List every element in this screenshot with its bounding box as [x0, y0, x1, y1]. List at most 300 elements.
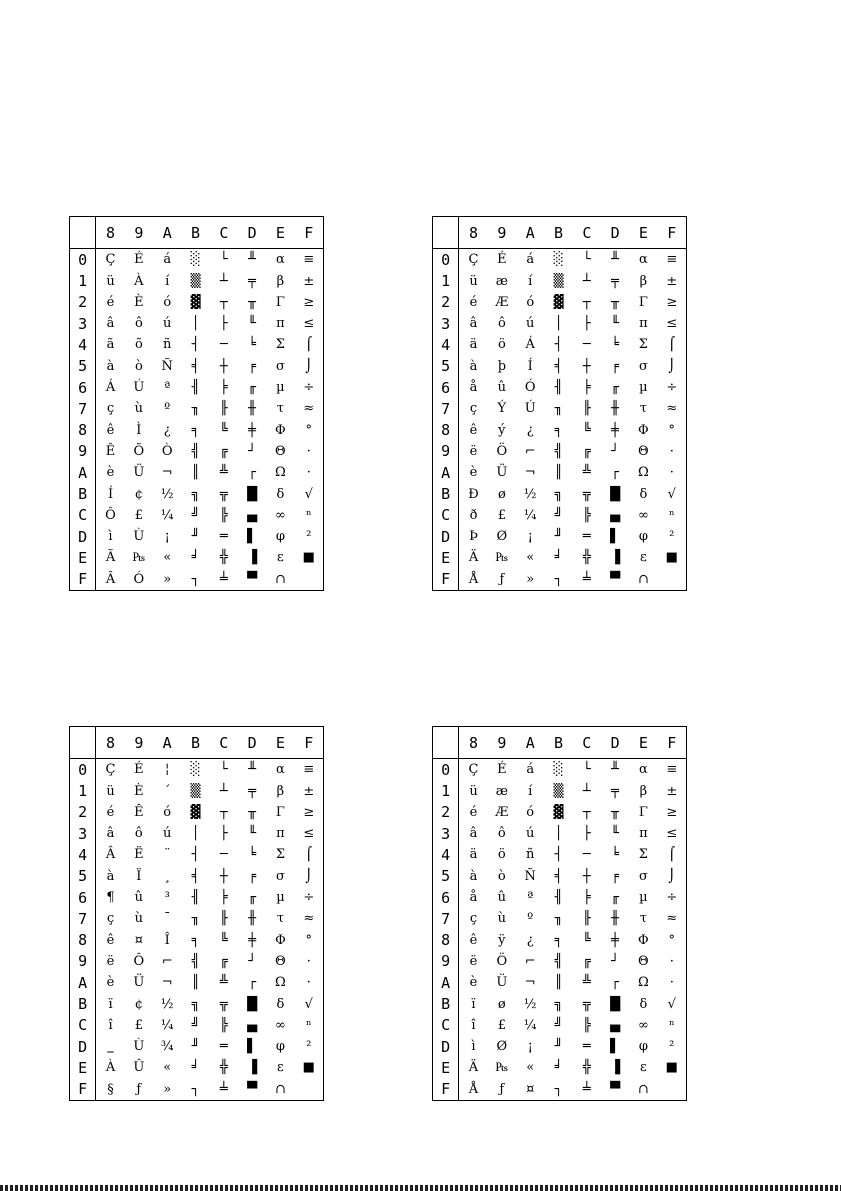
character-cell: ╒ [248, 868, 257, 884]
character-cell: β [639, 273, 648, 289]
row-header: 2 [433, 292, 459, 313]
table-row [70, 1015, 324, 1036]
character-cell: Ç [468, 762, 479, 778]
character-cell: ± [666, 273, 678, 289]
character-cell: ═ [219, 1039, 228, 1055]
character-cell: · [306, 953, 311, 969]
character-cell [295, 569, 324, 591]
character-cell: Ä [468, 1060, 479, 1076]
character-cell: ╜ [554, 529, 563, 545]
character-cell: Ä [468, 550, 479, 566]
character-cell: ╥ [248, 294, 256, 310]
table-row [433, 972, 687, 993]
character-cell: ┤ [554, 847, 563, 863]
character-cell: Γ [275, 294, 285, 310]
character-cell: ⌡ [305, 358, 313, 374]
character-cell: ┬ [582, 294, 591, 310]
character-cell: ─ [219, 847, 228, 863]
column-header: D [601, 727, 629, 759]
row-header: D [433, 526, 459, 547]
character-cell: « [526, 1060, 535, 1076]
character-cell: Ñ [161, 358, 173, 374]
row-header: E [70, 547, 96, 568]
character-cell: ┴ [582, 273, 591, 289]
character-cell: ─ [582, 847, 591, 863]
character-cell: ë [106, 953, 115, 969]
row-header: A [433, 462, 459, 483]
character-cell: ¿ [526, 422, 534, 438]
column-header: 9 [125, 217, 153, 249]
character-cell: ▄ [610, 1017, 621, 1033]
character-cell: ≡ [666, 252, 678, 268]
row-header: 1 [433, 780, 459, 801]
character-cell: ╜ [191, 1039, 200, 1055]
character-cell: ± [666, 783, 678, 799]
character-cell: ¤ [526, 1081, 535, 1097]
table-row [433, 547, 687, 568]
row-header: 6 [70, 377, 96, 398]
character-cell: ¬ [161, 975, 173, 991]
character-cell: ⌠ [305, 847, 313, 863]
character-cell: ≥ [303, 804, 315, 820]
character-cell: √ [304, 486, 313, 502]
character-cell: δ [276, 996, 285, 1012]
character-cell: µ [639, 380, 648, 396]
column-header: C [573, 727, 601, 759]
row-header: B [433, 993, 459, 1014]
character-cell: ╕ [191, 422, 200, 438]
column-header: E [266, 727, 294, 759]
table-row [433, 1036, 687, 1057]
character-cell: ¬ [524, 465, 536, 481]
character-cell: ÷ [303, 380, 315, 396]
table-row [433, 419, 687, 440]
character-cell: ╪ [611, 422, 619, 438]
table-row [70, 398, 324, 419]
character-cell: · [669, 465, 674, 481]
character-cell: √ [304, 996, 313, 1012]
row-header: 7 [70, 908, 96, 929]
row-header: 4 [70, 844, 96, 865]
character-cell: ═ [582, 1039, 591, 1055]
character-cell: ▌ [610, 1039, 621, 1055]
character-cell: ≡ [303, 252, 315, 268]
character-cell [658, 569, 687, 591]
character-cell: ┘ [611, 443, 619, 459]
row-header: 2 [70, 802, 96, 823]
row-header: 7 [433, 398, 459, 419]
character-cell: ç [106, 911, 115, 927]
character-cell: ╨ [611, 762, 619, 778]
row-header: F [433, 1079, 459, 1101]
code-page-table-top-left [69, 216, 324, 591]
character-cell: ¨ [163, 847, 171, 863]
character-cell: Φ [638, 932, 649, 948]
character-cell: ╢ [554, 380, 563, 396]
character-cell: ° [668, 932, 676, 948]
character-cell: τ [639, 911, 647, 927]
table-row [433, 505, 687, 526]
character-cell: ï [471, 996, 476, 1012]
column-header: F [658, 217, 687, 249]
character-cell: ≈ [666, 911, 678, 927]
character-cell: ø [497, 486, 506, 502]
character-cell: ┴ [219, 783, 228, 799]
character-cell: ╓ [611, 890, 619, 906]
character-cell: Ê [134, 804, 144, 820]
character-cell: Ë [134, 847, 144, 863]
character-cell: È [134, 783, 144, 799]
character-cell: ´ [163, 783, 171, 799]
character-cell: ¸ [163, 868, 171, 884]
table-corner [70, 727, 96, 759]
character-cell: ò [497, 868, 506, 884]
table-row [70, 1036, 324, 1057]
character-cell: ð [469, 507, 478, 523]
table-row [70, 292, 324, 313]
character-cell: ∞ [274, 507, 286, 523]
table-row [433, 866, 687, 887]
row-header: 0 [433, 759, 459, 781]
character-cell: ╔ [219, 953, 228, 969]
character-cell: Θ [638, 953, 649, 969]
table-row [433, 887, 687, 908]
character-cell: ▒ [190, 783, 201, 799]
character-cell: ≥ [666, 804, 678, 820]
row-header: E [433, 547, 459, 568]
character-cell: ≤ [666, 826, 678, 842]
character-cell: º [527, 911, 534, 927]
table-row [70, 462, 324, 483]
character-cell: £ [134, 1017, 143, 1033]
character-cell: ╧ [219, 571, 228, 587]
character-cell: ▐ [610, 550, 621, 566]
character-cell: σ [275, 358, 285, 374]
character-cell: │ [554, 826, 563, 842]
character-cell: ╓ [248, 890, 257, 906]
column-header: E [629, 217, 657, 249]
character-cell: è [469, 465, 478, 481]
character-cell: Ù [133, 1039, 145, 1055]
character-cell: ⌐ [161, 953, 173, 969]
character-cell: ¼ [160, 507, 174, 523]
character-cell: ═ [219, 529, 228, 545]
character-cell: ╝ [191, 1017, 200, 1033]
character-cell: ³ [164, 890, 170, 906]
character-cell: ░ [190, 762, 201, 778]
character-cell: ╠ [219, 1017, 228, 1033]
character-cell: ╙ [248, 316, 256, 332]
row-header: 9 [433, 441, 459, 462]
character-cell: ò [134, 358, 143, 374]
row-header: D [70, 526, 96, 547]
character-cell: █ [247, 486, 258, 502]
character-cell: δ [276, 486, 285, 502]
table-row [70, 270, 324, 291]
character-cell: Ö [496, 443, 508, 459]
character-cell: è [106, 975, 115, 991]
table-row [70, 505, 324, 526]
character-cell: √ [667, 486, 676, 502]
column-header: 8 [459, 727, 488, 759]
character-cell: ▀ [247, 571, 258, 587]
table-row [433, 441, 687, 462]
character-cell: ≡ [666, 762, 678, 778]
character-cell: É [134, 252, 144, 268]
character-cell: ╣ [191, 443, 200, 459]
character-cell: ▄ [247, 1017, 258, 1033]
character-cell: Γ [638, 294, 648, 310]
character-cell: σ [275, 868, 285, 884]
row-header: 6 [70, 887, 96, 908]
character-cell: ç [106, 401, 115, 417]
character-cell: ¿ [163, 422, 171, 438]
row-header: A [70, 462, 96, 483]
character-cell: ╤ [248, 273, 256, 289]
character-cell: û [497, 890, 507, 906]
character-cell: π [639, 316, 648, 332]
character-cell: └ [219, 762, 228, 778]
character-cell: π [276, 316, 285, 332]
character-cell: █ [610, 486, 621, 502]
character-cell: À [105, 1060, 116, 1076]
table-row [70, 356, 324, 377]
character-cell: ú [526, 316, 535, 332]
character-cell: ü [469, 273, 478, 289]
character-cell: ┌ [248, 465, 256, 481]
character-cell: ┼ [219, 358, 228, 374]
character-cell: ▄ [610, 507, 621, 523]
character-cell: ù [497, 911, 507, 927]
character-cell: À [134, 273, 144, 289]
character-cell: æ [495, 783, 508, 799]
character-cell: Á [105, 380, 116, 396]
character-cell: ä [469, 847, 478, 863]
character-cell: ε [277, 1060, 284, 1076]
character-cell: µ [276, 380, 285, 396]
character-cell: ╕ [554, 422, 563, 438]
character-cell: ╧ [582, 571, 591, 587]
character-cell: ■ [665, 1060, 678, 1076]
character-cell: ╚ [582, 932, 591, 948]
character-cell: ╘ [611, 847, 619, 863]
code-page-table-top-right [432, 216, 687, 591]
character-cell: ⁿ [668, 507, 675, 523]
character-cell: ⁿ [305, 507, 312, 523]
table-row [70, 441, 324, 462]
character-cell: ² [306, 529, 312, 545]
character-cell: · [669, 443, 674, 459]
character-cell: ¡ [164, 529, 170, 545]
row-header: 2 [433, 802, 459, 823]
character-cell: ╥ [248, 804, 257, 820]
column-header: E [266, 217, 294, 249]
character-cell: Ç [105, 762, 116, 778]
character-cell: ì [471, 1039, 476, 1055]
character-cell: £ [134, 507, 143, 523]
character-cell: ╡ [554, 868, 563, 884]
table-row [433, 1015, 687, 1036]
character-cell: ┌ [248, 975, 257, 991]
table-row [433, 483, 687, 504]
character-cell: σ [638, 868, 648, 884]
table-row [433, 844, 687, 865]
character-cell: ┴ [582, 783, 591, 799]
column-header: D [238, 727, 266, 759]
character-cell: ╩ [219, 975, 228, 991]
character-cell: ú [526, 826, 535, 842]
character-cell: Ï [136, 868, 142, 884]
character-cell: Ñ [524, 868, 536, 884]
character-cell: Σ [275, 337, 285, 353]
character-cell: ║ [554, 465, 563, 481]
row-header: B [70, 993, 96, 1014]
character-cell: ê [469, 422, 478, 438]
character-cell: Ø [496, 1039, 508, 1055]
character-cell: ╫ [248, 911, 257, 927]
character-cell: ⁿ [668, 1017, 675, 1033]
character-cell: φ [275, 1039, 285, 1055]
table-row [70, 780, 324, 801]
character-cell: î [108, 1017, 113, 1033]
character-cell: ╙ [248, 826, 257, 842]
character-cell: φ [275, 529, 285, 545]
character-cell: à [469, 868, 478, 884]
table-row [433, 462, 687, 483]
character-cell: ▌ [247, 529, 258, 545]
character-cell: Φ [275, 422, 286, 438]
character-cell [658, 1079, 687, 1101]
character-cell: ┬ [219, 804, 228, 820]
character-cell: ² [306, 1039, 312, 1055]
character-cell: ë [469, 443, 478, 459]
table-row [70, 972, 324, 993]
character-cell: ╧ [582, 1081, 591, 1097]
character-cell: ü [106, 273, 115, 289]
character-cell: ² [669, 1039, 675, 1055]
column-header: F [658, 727, 687, 759]
table-row [70, 866, 324, 887]
character-cell: ╕ [191, 932, 200, 948]
table-row [70, 313, 324, 334]
character-cell: ö [497, 847, 506, 863]
table-row [70, 823, 324, 844]
character-cell: ⌡ [305, 868, 313, 884]
character-cell: ╞ [219, 890, 228, 906]
character-cell: ₧ [132, 550, 146, 566]
character-cell: ╙ [611, 316, 619, 332]
character-cell: þ [497, 358, 507, 374]
character-cell: ╔ [582, 443, 591, 459]
character-cell: ╨ [248, 252, 256, 268]
character-cell: Σ [638, 337, 648, 353]
character-cell: ▌ [610, 529, 621, 545]
character-cell: ╧ [219, 1081, 228, 1097]
character-cell: ╟ [219, 401, 228, 417]
character-cell: ε [640, 550, 647, 566]
character-cell: ╓ [611, 380, 619, 396]
character-cell: ⌠ [305, 337, 313, 353]
character-cell: ╝ [554, 1017, 563, 1033]
column-header: 8 [96, 727, 125, 759]
table-row [70, 249, 324, 271]
character-cell: È [134, 294, 144, 310]
character-cell: £ [497, 507, 506, 523]
character-cell: ├ [582, 826, 591, 842]
character-cell: Ô [133, 953, 145, 969]
character-cell: É [497, 252, 507, 268]
row-header: 4 [70, 334, 96, 355]
character-cell: ¾ [160, 1039, 174, 1055]
character-cell: ó [163, 804, 172, 820]
character-cell: ε [640, 1060, 647, 1076]
character-cell: â [106, 826, 115, 842]
character-cell: ⁿ [305, 1017, 312, 1033]
character-cell: Ü [496, 975, 508, 991]
character-cell: ╟ [219, 911, 228, 927]
character-cell: ╞ [582, 890, 591, 906]
character-cell: ╖ [191, 401, 200, 417]
character-cell: ╠ [582, 1017, 591, 1033]
character-cell: ╛ [191, 550, 200, 566]
character-cell: å [469, 890, 478, 906]
character-cell: ú [163, 826, 172, 842]
character-cell: î [471, 1017, 476, 1033]
character-cell: ▒ [190, 273, 201, 289]
character-cell: ë [469, 953, 478, 969]
row-header: 4 [433, 844, 459, 865]
character-cell: µ [639, 890, 648, 906]
character-cell: ┴ [219, 273, 228, 289]
row-header: 1 [70, 270, 96, 291]
character-cell: ╣ [554, 953, 563, 969]
column-header: C [573, 217, 601, 249]
table-row [70, 526, 324, 547]
character-cell: τ [276, 911, 285, 927]
character-cell: ƒ [499, 1081, 505, 1097]
character-cell: Ω [637, 975, 649, 991]
character-cell: ª [527, 890, 534, 906]
character-cell: Σ [275, 847, 286, 863]
row-header: A [433, 972, 459, 993]
character-cell: · [669, 975, 674, 991]
character-cell: í [528, 273, 533, 289]
character-cell: ╡ [554, 358, 563, 374]
character-cell: ╥ [611, 804, 619, 820]
character-cell: ╞ [582, 380, 591, 396]
character-cell: ¡ [527, 1039, 533, 1055]
column-header: C [210, 217, 238, 249]
row-header: 5 [433, 866, 459, 887]
character-cell: Ô [105, 507, 116, 523]
character-cell: ╞ [219, 380, 228, 396]
character-cell: ∞ [637, 1017, 649, 1033]
character-cell: ╜ [191, 529, 200, 545]
character-cell: █ [247, 996, 258, 1012]
character-cell: ╖ [191, 911, 200, 927]
character-cell: ╙ [611, 826, 619, 842]
character-cell: í [165, 273, 170, 289]
character-cell: Ê [105, 443, 116, 459]
character-cell: ╘ [248, 337, 256, 353]
character-cell: ± [303, 273, 315, 289]
character-cell: ╦ [219, 486, 228, 502]
character-cell: └ [582, 762, 591, 778]
character-cell: Æ [495, 804, 509, 820]
table-row [433, 270, 687, 291]
character-cell: ¬ [524, 975, 536, 991]
character-cell: ┌ [611, 465, 619, 481]
